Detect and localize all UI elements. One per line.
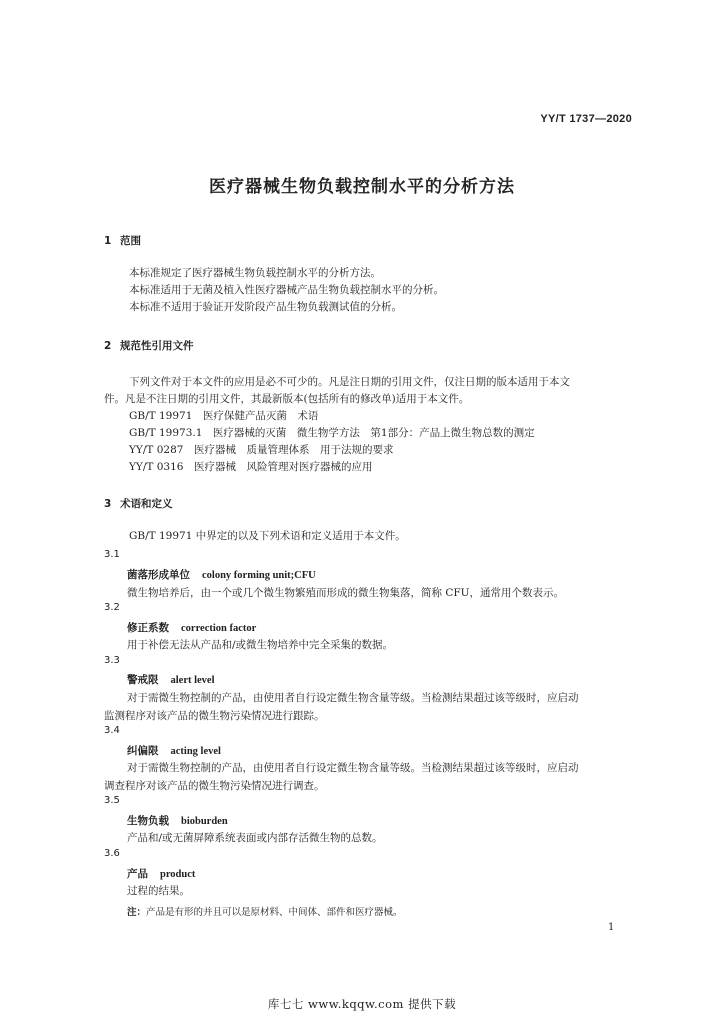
term-en: acting level	[170, 746, 221, 757]
section-3-intro	[104, 528, 406, 545]
clause-number: 3.6	[104, 848, 120, 859]
note-text: 产品是有形的并且可以是原材料、中间体、部件和医疗器械。	[146, 907, 403, 918]
term-en: product	[160, 869, 196, 880]
term-heading	[127, 813, 228, 828]
term-en: colony forming unit;CFU	[202, 570, 316, 581]
term-zh: 产品	[127, 868, 148, 880]
term-zh: 警戒限	[127, 674, 159, 686]
term-en: alert level	[170, 675, 215, 686]
term-definition-continuation: 监测程序对该产品的微生物污染情况进行跟踪。	[104, 710, 325, 722]
term-en: correction factor	[181, 623, 257, 634]
term-definition: 产品和/或无菌屏障系统表面或内部存活微生物的总数。	[127, 832, 383, 844]
clause-number: 3.3	[104, 655, 120, 666]
standard-code: YY/T 1737—2020	[540, 113, 632, 125]
section-2-heading: 2 规范性引用文件	[104, 340, 194, 352]
section-2-title: 规范性引用文件	[120, 340, 194, 352]
term-definition: 对于需微生物控制的产品，由使用者自行设定微生物含量等级。当检测结果超过该等级时，应启动	[127, 692, 579, 704]
term-heading	[127, 567, 316, 582]
clause-number: 3.1	[104, 549, 120, 560]
term-heading	[127, 743, 221, 758]
reference-item: GB/T 19973.1 医疗器械的灭菌 微生物学方法 第1部分：产品上微生物总数的测定	[129, 427, 535, 439]
paragraph: 下列文件对于本文件的应用是必不可少的。凡是注日期的引用文件，仅注日期的版本适用于本文	[129, 376, 570, 388]
paragraph: GB/T 19971 中界定的以及下列术语和定义适用于本文件。	[129, 530, 406, 542]
section-2-body	[104, 374, 570, 476]
footer-watermark: 库七七 www.kqqw.com 提供下载	[267, 997, 457, 1011]
term-zh: 纠偏限	[127, 745, 159, 757]
section-3-heading: 3 术语和定义	[104, 498, 173, 510]
note-label: 注：	[127, 907, 147, 918]
term-heading	[127, 672, 215, 687]
page-number: 1	[608, 922, 615, 933]
paragraph: 本标准规定了医疗器械生物负载控制水平的分析方法。	[129, 267, 381, 279]
term-heading	[127, 866, 195, 881]
section-1-title: 范围	[120, 235, 141, 247]
term-definition: 用于补偿无法从产品和/或微生物培养中完全采集的数据。	[127, 639, 394, 651]
section-3-title: 术语和定义	[120, 498, 173, 510]
clause-number: 3.2	[104, 602, 120, 613]
term-zh: 修正系数	[127, 622, 169, 634]
paragraph-continuation: 件。凡是不注日期的引用文件，其最新版本(包括所有的修改单)适用于本文件。	[104, 393, 470, 405]
note	[127, 904, 403, 918]
term-definition: 过程的结果。	[127, 885, 190, 897]
term-definition: 微生物培养后，由一个或几个微生物繁殖而形成的微生物集落，简称 CFU，通常用个数表示。	[127, 587, 565, 599]
term-definition: 对于需微生物控制的产品，由使用者自行设定微生物含量等级。当检测结果超过该等级时，应启动	[127, 762, 579, 774]
reference-item: YY/T 0287 医疗器械 质量管理体系 用于法规的要求	[129, 444, 394, 456]
clause-number: 3.5	[104, 795, 120, 806]
section-1-body	[104, 265, 444, 316]
paragraph: 本标准不适用于验证开发阶段产品生物负载测试值的分析。	[129, 301, 402, 313]
term-zh: 菌落形成单位	[127, 569, 190, 581]
term-zh: 生物负载	[127, 815, 169, 827]
clause-number: 3.4	[104, 725, 120, 736]
document-title: 医疗器械生物负载控制水平的分析方法	[209, 177, 515, 197]
section-1-heading: 1 范围	[104, 235, 141, 247]
term-heading	[127, 620, 256, 635]
reference-item: YY/T 0316 医疗器械 风险管理对医疗器械的应用	[129, 461, 373, 473]
term-en: bioburden	[181, 816, 228, 827]
paragraph: 本标准适用于无菌及植入性医疗器械产品生物负载控制水平的分析。	[129, 284, 444, 296]
reference-item: GB/T 19971 医疗保健产品灭菌 术语	[129, 410, 319, 422]
term-definition-continuation: 调查程序对该产品的微生物污染情况进行调查。	[104, 780, 325, 792]
